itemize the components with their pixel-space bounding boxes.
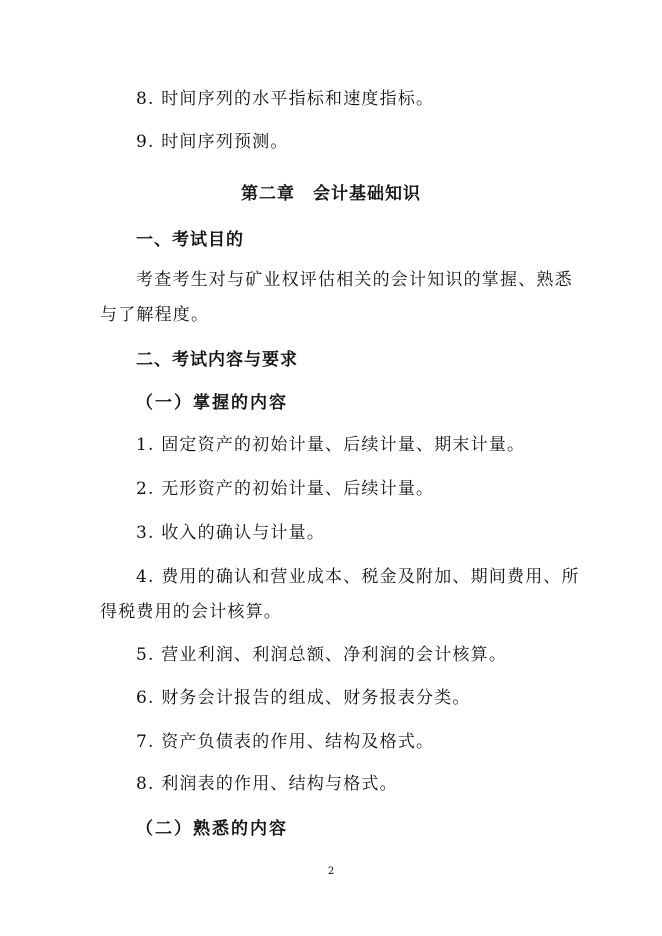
- list-item-time-series-indicators: 8. 时间序列的水平指标和速度指标。: [136, 89, 435, 109]
- list-item-profit: 5. 营业利润、利润总额、净利润的会计核算。: [136, 645, 508, 665]
- section-heading-exam-purpose: 一、考试目的: [136, 230, 244, 250]
- list-item-income-statement: 8. 利润表的作用、结构与格式。: [136, 774, 398, 794]
- list-item-fixed-assets: 1. 固定资产的初始计量、后续计量、期末计量。: [136, 435, 526, 455]
- list-item-balance-sheet: 7. 资产负债表的作用、结构及格式。: [136, 732, 435, 752]
- list-item-intangible-assets: 2. 无形资产的初始计量、后续计量。: [136, 479, 435, 499]
- paragraph-exam-purpose-line-1: 考查考生对与矿业权评估相关的会计知识的掌握、熟悉: [136, 270, 573, 290]
- chapter-title: 第二章 会计基础知识: [241, 184, 421, 204]
- list-item-financial-report: 6. 财务会计报告的组成、财务报表分类。: [136, 688, 471, 708]
- page-number: 2: [327, 866, 335, 877]
- list-item-revenue: 3. 收入的确认与计量。: [136, 523, 326, 543]
- subheading-familiar-content: （二）熟悉的内容: [136, 819, 288, 839]
- list-item-time-series-forecast: 9. 时间序列预测。: [136, 132, 289, 152]
- section-heading-exam-content: 二、考试内容与要求: [136, 350, 298, 370]
- list-item-expenses-line-2: 得税费用的会计核算。: [100, 602, 282, 622]
- subheading-master-content: （一）掌握的内容: [136, 393, 288, 413]
- list-item-expenses-line-1: 4. 费用的确认和营业成本、税金及附加、期间费用、所: [136, 567, 580, 587]
- paragraph-exam-purpose-line-2: 与了解程度。: [100, 305, 210, 325]
